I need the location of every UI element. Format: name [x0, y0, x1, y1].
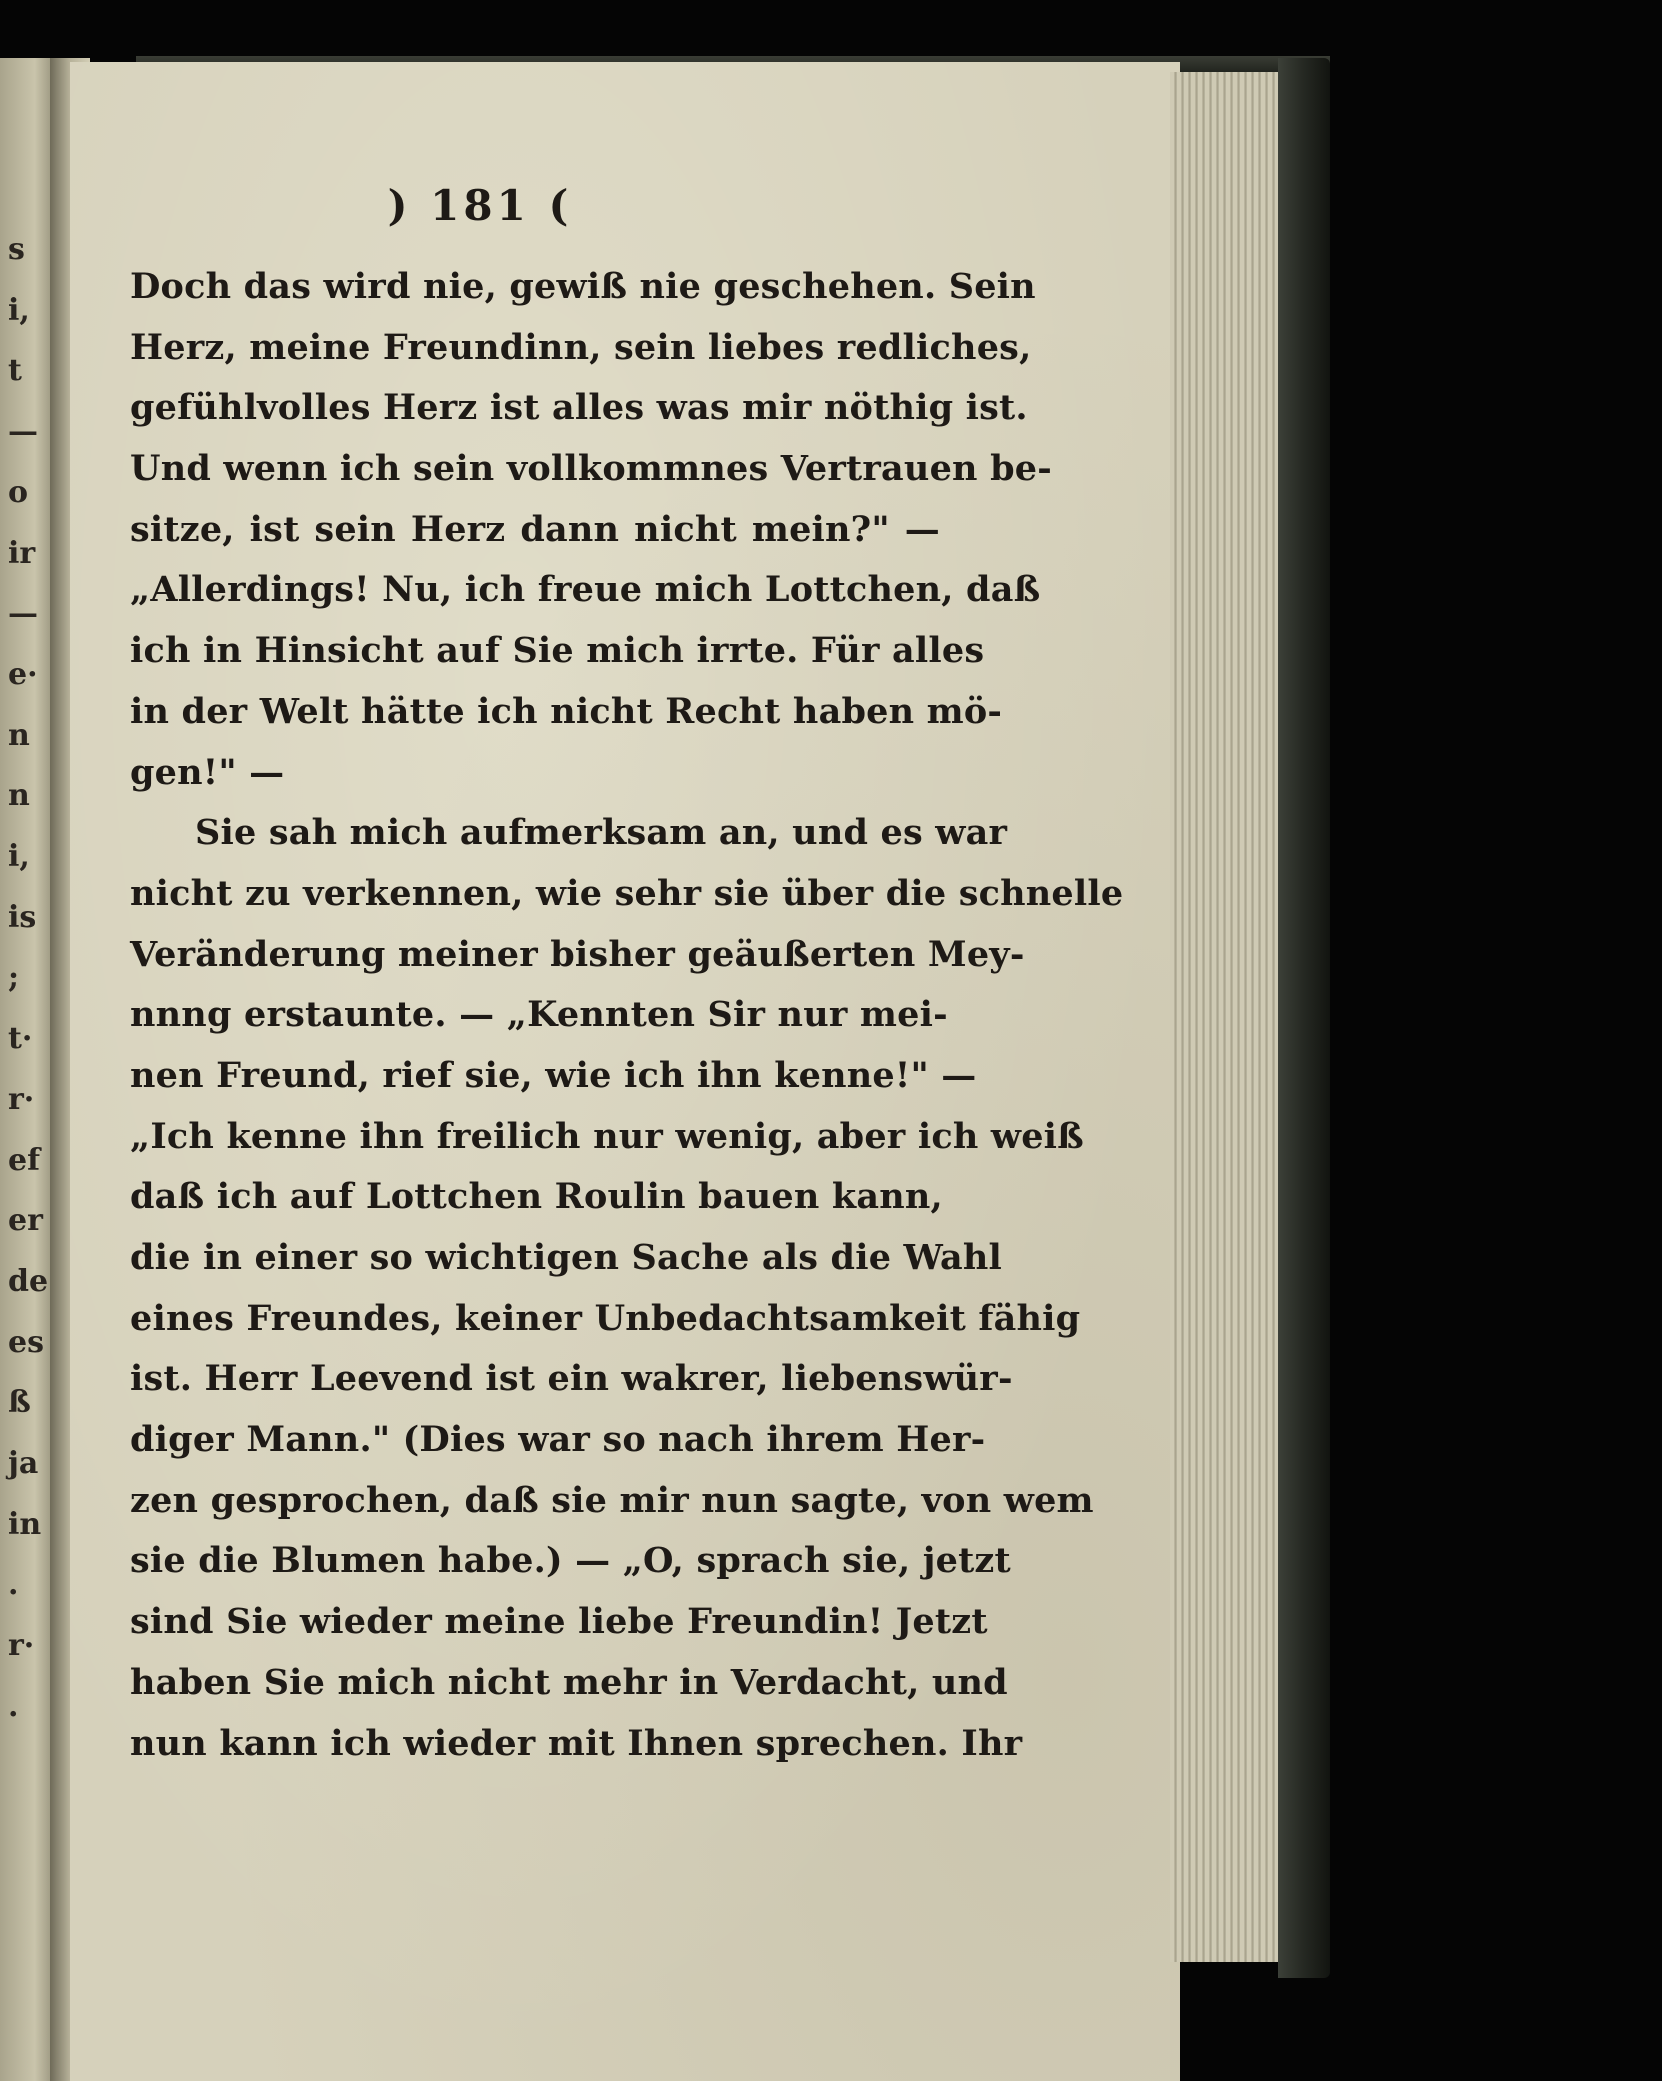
- left-page-line-fragment: ja: [8, 1446, 39, 1481]
- left-page-line-fragment: i,: [8, 839, 30, 874]
- left-page-line-fragment: t·: [8, 1021, 33, 1057]
- text-line: Und wenn ich sein vollkommnes Vertrauen be-: [130, 448, 1052, 490]
- text-line: ist. Herr Leevend ist ein wakrer, liebenswür-: [130, 1358, 1013, 1400]
- text-line: die in einer so wichtigen Sache als die Wahl: [130, 1237, 1003, 1278]
- left-page-line-fragment: r·: [8, 1628, 35, 1664]
- text-line: gefühlvolles Herz ist alles was mir nöthig ist.: [130, 387, 1028, 429]
- left-page-line-fragment: e·: [8, 656, 38, 692]
- left-page-line-fragment: o: [8, 474, 29, 510]
- left-page-line-fragment: ir: [8, 535, 36, 571]
- page-text-block: [130, 175, 1124, 1774]
- left-page-line-fragment: —: [8, 596, 38, 632]
- text-line: nun kann ich wieder mit Ihnen sprechen. Ihr: [130, 1722, 1023, 1764]
- text-line: Veränderung meiner bisher geäußerten Mey-: [130, 933, 1025, 975]
- page-number-header: ) 181 (: [387, 181, 573, 230]
- text-line: eines Freundes, keiner Unbedachtsamkeit fähig: [130, 1297, 1081, 1339]
- left-page-line-fragment: ef: [8, 1142, 40, 1178]
- left-page-line-fragment: ß: [8, 1385, 31, 1421]
- text-line: diger Mann." (Dies war so nach ihrem Her-: [130, 1419, 986, 1461]
- text-line: sie die Blumen habe.) — „O, sprach sie, jetzt: [130, 1540, 1011, 1582]
- text-line: nicht zu verkennen, wie sehr sie über die schnelle: [130, 872, 1124, 914]
- left-page-line-fragment: in: [8, 1506, 42, 1542]
- left-page-line-fragment: er: [8, 1203, 43, 1239]
- left-page-line-fragment: de: [8, 1263, 49, 1299]
- book-cover-edge: [1278, 58, 1330, 1978]
- left-page-line-fragment: s: [8, 232, 25, 267]
- left-page-line-fragment: r·: [8, 1081, 35, 1117]
- left-page-line-fragment: es: [8, 1324, 44, 1360]
- text-line: in der Welt hätte ich nicht Recht haben mö-: [130, 690, 1003, 732]
- text-line: daß ich auf Lottchen Roulin bauen kann,: [130, 1176, 943, 1218]
- left-page-line-fragment: .: [8, 1688, 19, 1724]
- left-page-line-fragment: i,: [8, 292, 30, 328]
- left-page-line-fragment: n: [8, 778, 30, 814]
- text-line: nen Freund, rief sie, wie ich ihn kenne!" —: [130, 1054, 977, 1096]
- left-page-line-fragment: —: [8, 414, 38, 450]
- left-page-line-fragment: n: [8, 717, 30, 753]
- page-block-edges: [1170, 72, 1278, 1962]
- text-line: Herz, meine Freundinn, sein liebes redliches,: [130, 326, 1032, 368]
- text-line: sind Sie wieder meine liebe Freundin! Jetzt: [130, 1601, 988, 1643]
- text-line: sitze, ist sein Herz dann nicht mein?" —: [130, 508, 940, 550]
- left-page-line-fragment: ;: [8, 960, 20, 996]
- text-line: ich in Hinsicht auf Sie mich irrte. Für alles: [130, 630, 985, 672]
- text-line: Doch das wird nie, gewiß nie geschehen. Sein: [130, 266, 1036, 307]
- left-page-line-fragment: .: [8, 1567, 19, 1603]
- text-line: „Allerdings! Nu, ich freue mich Lottchen, daß: [130, 569, 1041, 611]
- left-page-line-fragment: is: [8, 899, 37, 935]
- left-page-line-fragment: t: [8, 353, 22, 389]
- text-line: nnng erstaunte. — „Kennten Sir nur mei-: [130, 994, 948, 1036]
- text-line: „Ich kenne ihn freilich nur wenig, aber ich weiß: [130, 1115, 1084, 1157]
- text-line: haben Sie mich nicht mehr in Verdacht, und: [130, 1661, 1008, 1703]
- text-line: gen!" —: [130, 751, 285, 793]
- text-line: Sie sah mich aufmerksam an, und es war: [195, 812, 1008, 854]
- text-line: zen gesprochen, daß sie mir nun sagte, von wem: [130, 1479, 1094, 1521]
